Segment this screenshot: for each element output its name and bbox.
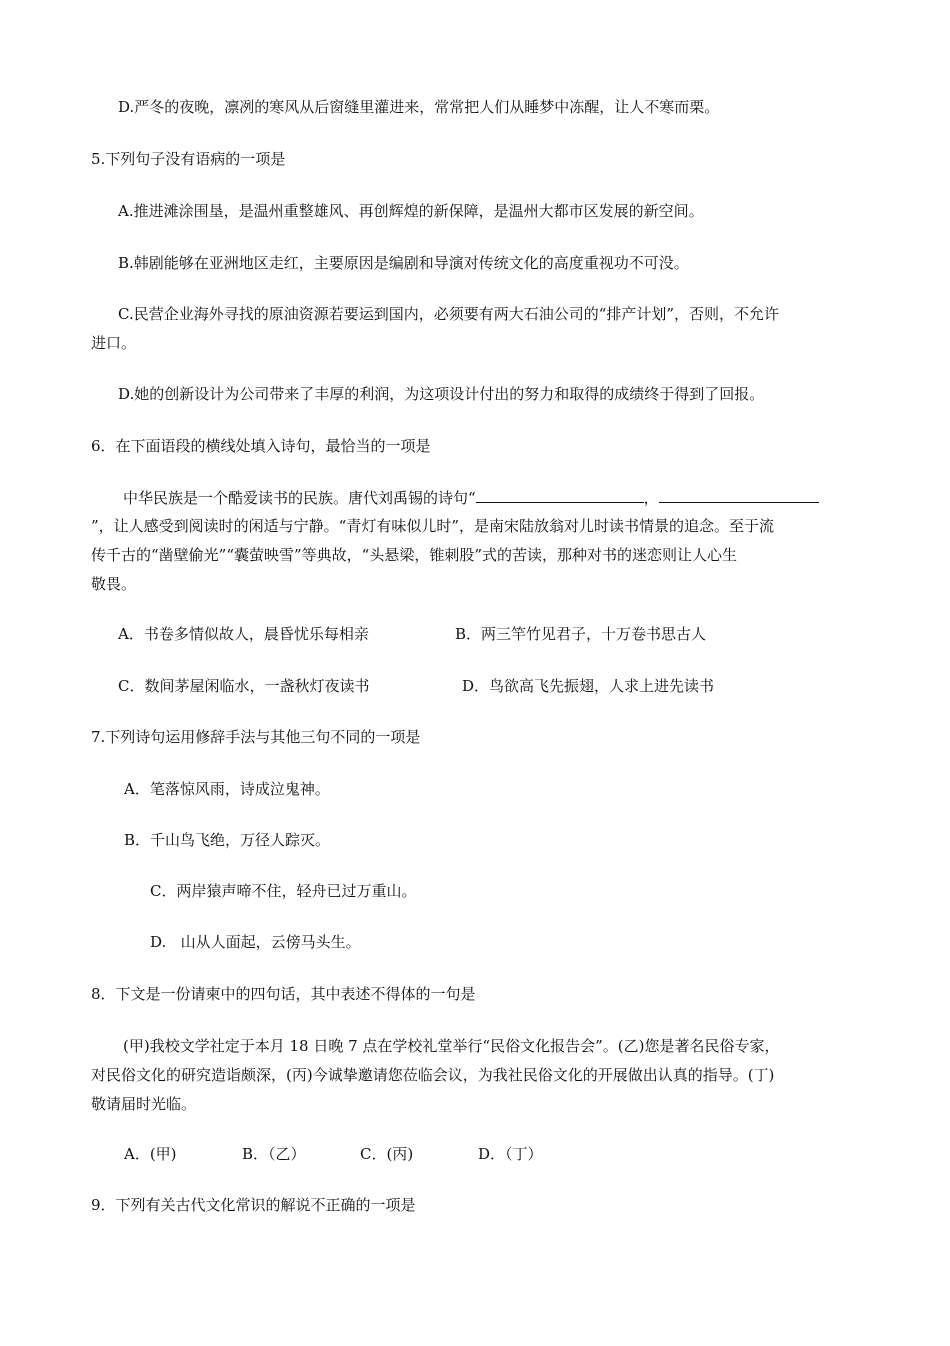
q5-option-d: D.她的创新设计为公司带来了丰厚的利润，为这项设计付出的努力和取得的成绩终于得到了回报。 [118, 385, 765, 403]
q5-option-a: A.推进滩涂围垦，是温州重整雄风、再创辉煌的新保障，是温州大都市区发展的新空间。 [118, 202, 704, 220]
q6-passage-line2: ”，让人感受到阅读时的闲适与宁静。“青灯有味似儿时”，是南宋陆放翁对儿时读书情景的追念。至于流 [91, 517, 775, 535]
q6-passage-comma: ， [643, 489, 659, 507]
q6-passage-line1 [123, 487, 819, 508]
q5-stem: 5.下列句子没有语病的一项是 [91, 150, 286, 168]
q6-blank-2 [659, 487, 819, 503]
q8-option-a: A．(甲) [124, 1145, 177, 1163]
q4-option-d: D.严冬的夜晚，凛冽的寒风从后窗缝里灌进来，常常把人们从睡梦中冻醒，让人不寒而栗。 [118, 98, 720, 116]
q7-option-d: D. 山从人面起，云傍马头生。 [150, 933, 361, 951]
q8-option-b: B．（乙） [242, 1145, 306, 1163]
q8-option-d: D．（丁） [478, 1145, 543, 1163]
q8-option-c: C．(丙) [360, 1145, 414, 1163]
q6-passage-start: 中华民族是一个酷爱读书的民族。唐代刘禹锡的诗句“ [123, 489, 476, 507]
q6-option-c: C．数间茅屋闲临水，一盏秋灯夜读书 [118, 677, 370, 695]
q5-option-c-line2: 进口。 [91, 334, 137, 352]
q6-passage-line3: 传千古的“凿壁偷光”“囊萤映雪”等典故，“头悬梁，锥刺股”式的苦读，那种对书的迷恋则让人心生 [91, 546, 738, 564]
q8-passage-line2: 对民俗文化的研究造诣颇深，(丙)今诚挚邀请您莅临会议，为我社民俗文化的开展做出认真的指导。(丁) [91, 1066, 775, 1084]
q8-passage-line1: (甲)我校文学社定于本月 18 日晚 7 点在学校礼堂举行“民俗文化报告会”。(乙)您是著名民俗专家， [123, 1037, 780, 1055]
q9-stem: 9．下列有关古代文化常识的解说不正确的一项是 [91, 1196, 416, 1214]
q6-passage-line4: 敬畏。 [91, 575, 137, 593]
q6-option-a: A．书卷多情似故人，晨昏忧乐每相亲 [118, 625, 369, 643]
q7-stem: 7.下列诗句运用修辞手法与其他三句不同的一项是 [91, 728, 421, 746]
q8-stem: 8．下文是一份请柬中的四句话，其中表述不得体的一句是 [91, 985, 476, 1003]
q7-option-b: B．千山鸟飞绝，万径人踪灭。 [124, 831, 331, 849]
q7-option-c: C．两岸猿声啼不住，轻舟已过万重山。 [150, 882, 417, 900]
q6-option-d: D．鸟欲高飞先振翅，人求上进先读书 [462, 677, 715, 695]
q5-option-c-line1: C.民营企业海外寻找的原油资源若要运到国内，必须要有两大石油公司的“排产计划”，否则，不允许 [118, 305, 780, 323]
q6-option-b: B．两三竿竹见君子，十万卷书思古人 [455, 625, 707, 643]
q7-option-a: A．笔落惊风雨，诗成泣鬼神。 [124, 780, 330, 798]
q6-blank-1 [476, 487, 644, 503]
q5-option-b: B.韩剧能够在亚洲地区走红，主要原因是编剧和导演对传统文化的高度重视功不可没。 [118, 254, 689, 272]
q8-passage-line3: 敬请届时光临。 [91, 1095, 197, 1113]
q6-stem: 6．在下面语段的横线处填入诗句，最恰当的一项是 [91, 437, 431, 455]
